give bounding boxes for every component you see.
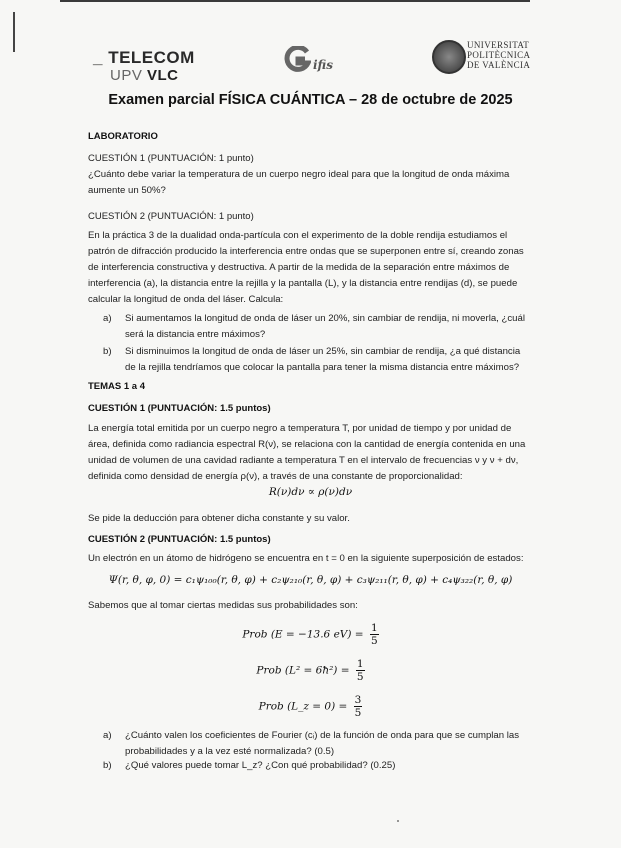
fraction-numerator: 1 <box>370 622 378 634</box>
radiance-proportionality-formula: R(ν)dν ∝ ρ(ν)dν <box>268 486 353 498</box>
temas-q1-heading: CUESTIÓN 1 (PUNTUACIÓN: 1.5 puntos) <box>88 403 271 414</box>
ifis-logo-text: ifis <box>313 58 334 72</box>
lab-q2-line-4: interferencia (a), la distancia entre la rejilla y la pantalla (L), y la distancia entre rendijas (d), se puede <box>88 278 518 289</box>
upv-name-line-2: POLITÈCNICA <box>467 50 531 60</box>
temas-q2-intro: Un electrón en un átomo de hidrógeno se encuentra en t = 0 en la siguiente superposición de estados: <box>88 553 524 564</box>
section-laboratorio-heading: LABORATORIO <box>88 131 158 142</box>
scan-edge-top <box>60 0 530 2</box>
fraction-denominator: 5 <box>370 635 378 647</box>
upv-name-line-3: DE VALÈNCIA <box>467 60 531 70</box>
fraction-numerator: 3 <box>354 694 362 706</box>
upv-university-logo <box>432 40 572 76</box>
fraction-denominator: 5 <box>354 707 362 719</box>
item-line-2: probabilidades y a la vez esté normalizada? (0.5) <box>125 746 335 757</box>
temas-q1-line-3: unidad de volumen de una cavidad radiante a temperatura T en el intervalo de frecuencias ν y ν + dν, <box>88 455 519 466</box>
scan-edge-left <box>13 12 15 52</box>
item-line-2: de la rejilla tendríamos que colocar la pantalla para tener la misma distancia entre máximos? <box>125 362 520 373</box>
ifis-logo <box>283 46 353 86</box>
exam-title: Examen parcial FÍSICA CUÁNTICA – 28 de octubre de 2025 <box>108 92 513 108</box>
section-temas-heading: TEMAS 1 a 4 <box>88 381 146 392</box>
item-label: a) <box>103 313 112 324</box>
probability-fraction <box>356 658 365 683</box>
probability-fraction <box>370 622 379 647</box>
lab-q1-heading: CUESTIÓN 1 (PUNTUACIÓN: 1 punto) <box>88 153 254 164</box>
temas-q2-item-b <box>103 758 573 774</box>
lab-q2-heading: CUESTIÓN 2 (PUNTUACIÓN: 1 punto) <box>88 211 254 222</box>
item-label: b) <box>103 760 112 771</box>
probability-fraction <box>354 694 363 719</box>
fraction-denominator: 5 <box>356 671 364 683</box>
item-line-1: ¿Cuánto valen los coeficientes de Fourier (cᵢ) de la función de onda para que se cumplan las <box>125 730 520 741</box>
item-line-1: ¿Qué valores puede tomar L_z? ¿Con qué probabilidad? (0.25) <box>125 760 396 771</box>
telecom-upv-logo: _ TELECOM UPV VLC <box>93 48 195 84</box>
wavefunction-superposition-formula: Ψ(r, θ, φ, 0) = c₁ψ₁₀₀(r, θ, φ) + c₂ψ₂₁₀(r, θ, φ) + c₃ψ₂₁₁(r, θ, φ) + c₄ψ₃₂₂(r, θ, φ) <box>108 574 513 586</box>
temas-q2-item-a <box>103 728 573 760</box>
probability-expression: Prob (E = −13.6 eV) = <box>242 628 364 641</box>
probability-angular-momentum <box>0 658 621 683</box>
item-line-2: será la distancia entre máximos? <box>125 329 266 340</box>
lab-q2-line-1: En la práctica 3 de la dualidad onda-partícula con el experimento de la doble rendija estudiamos el <box>88 230 508 241</box>
probability-lz <box>0 694 621 719</box>
temas-q1-line-4: definida como densidad de energía ρ(ν), a través de una constante de proporcionalidad: <box>88 471 463 482</box>
fraction-numerator: 1 <box>356 658 364 670</box>
upv-name-line-1: UNIVERSITAT <box>467 40 530 50</box>
scan-speck <box>397 820 399 822</box>
item-line-1: Si disminuimos la longitud de onda de láser un 25%, sin cambiar de rendija, ¿a qué distancia <box>125 346 521 357</box>
temas-q1-line-1: La energía total emitida por un cuerpo negro a temperatura T, por unidad de tiempo y por unidad de <box>88 423 512 434</box>
probability-expression: Prob (L² = 6ħ²) = <box>256 664 350 677</box>
item-line-1: Si aumentamos la longitud de onda de láser un 20%, sin cambiar de rendija, ni moverla, ¿cuál <box>125 313 525 324</box>
temas-q1-line-2: área, definida como radiancia espectral R(ν), se relaciona con la cantidad de energía contenida en una <box>88 439 526 450</box>
ifis-emblem-icon <box>283 46 311 74</box>
vlc-logo-text: VLC <box>147 67 179 84</box>
telecom-logo-text: TELECOM <box>108 48 195 67</box>
probability-energy <box>0 622 621 647</box>
lab-q1-line-1: ¿Cuánto debe variar la temperatura de un cuerpo negro ideal para que la longitud de onda máxima <box>88 169 510 180</box>
temas-q2-measure-intro: Sabemos que al tomar ciertas medidas sus probabilidades son: <box>88 600 358 611</box>
temas-q2-heading: CUESTIÓN 2 (PUNTUACIÓN: 1.5 puntos) <box>88 534 271 545</box>
item-label: a) <box>103 730 112 741</box>
item-label: b) <box>103 346 112 357</box>
probability-expression: Prob (L_z = 0) = <box>258 700 348 713</box>
lab-q2-item-a <box>103 311 563 343</box>
lab-q2-item-b <box>103 344 573 376</box>
temas-q1-closing: Se pide la deducción para obtener dicha constante y su valor. <box>88 513 350 524</box>
lab-q2-line-5: calcular la longitud de onda del láser. Calcula: <box>88 294 284 305</box>
lab-q2-line-2: patrón de difracción producido la interferencia entre ondas que se superponen entre sí, creando zonas <box>88 246 524 257</box>
lab-q2-line-3: de interferencia constructiva y destructiva. A partir de la medida de la separación entre máximos de <box>88 262 510 273</box>
lab-q1-line-2: aumente un 50%? <box>88 185 166 196</box>
upv-logo-text: UPV <box>110 67 148 84</box>
university-seal-icon <box>432 40 466 74</box>
